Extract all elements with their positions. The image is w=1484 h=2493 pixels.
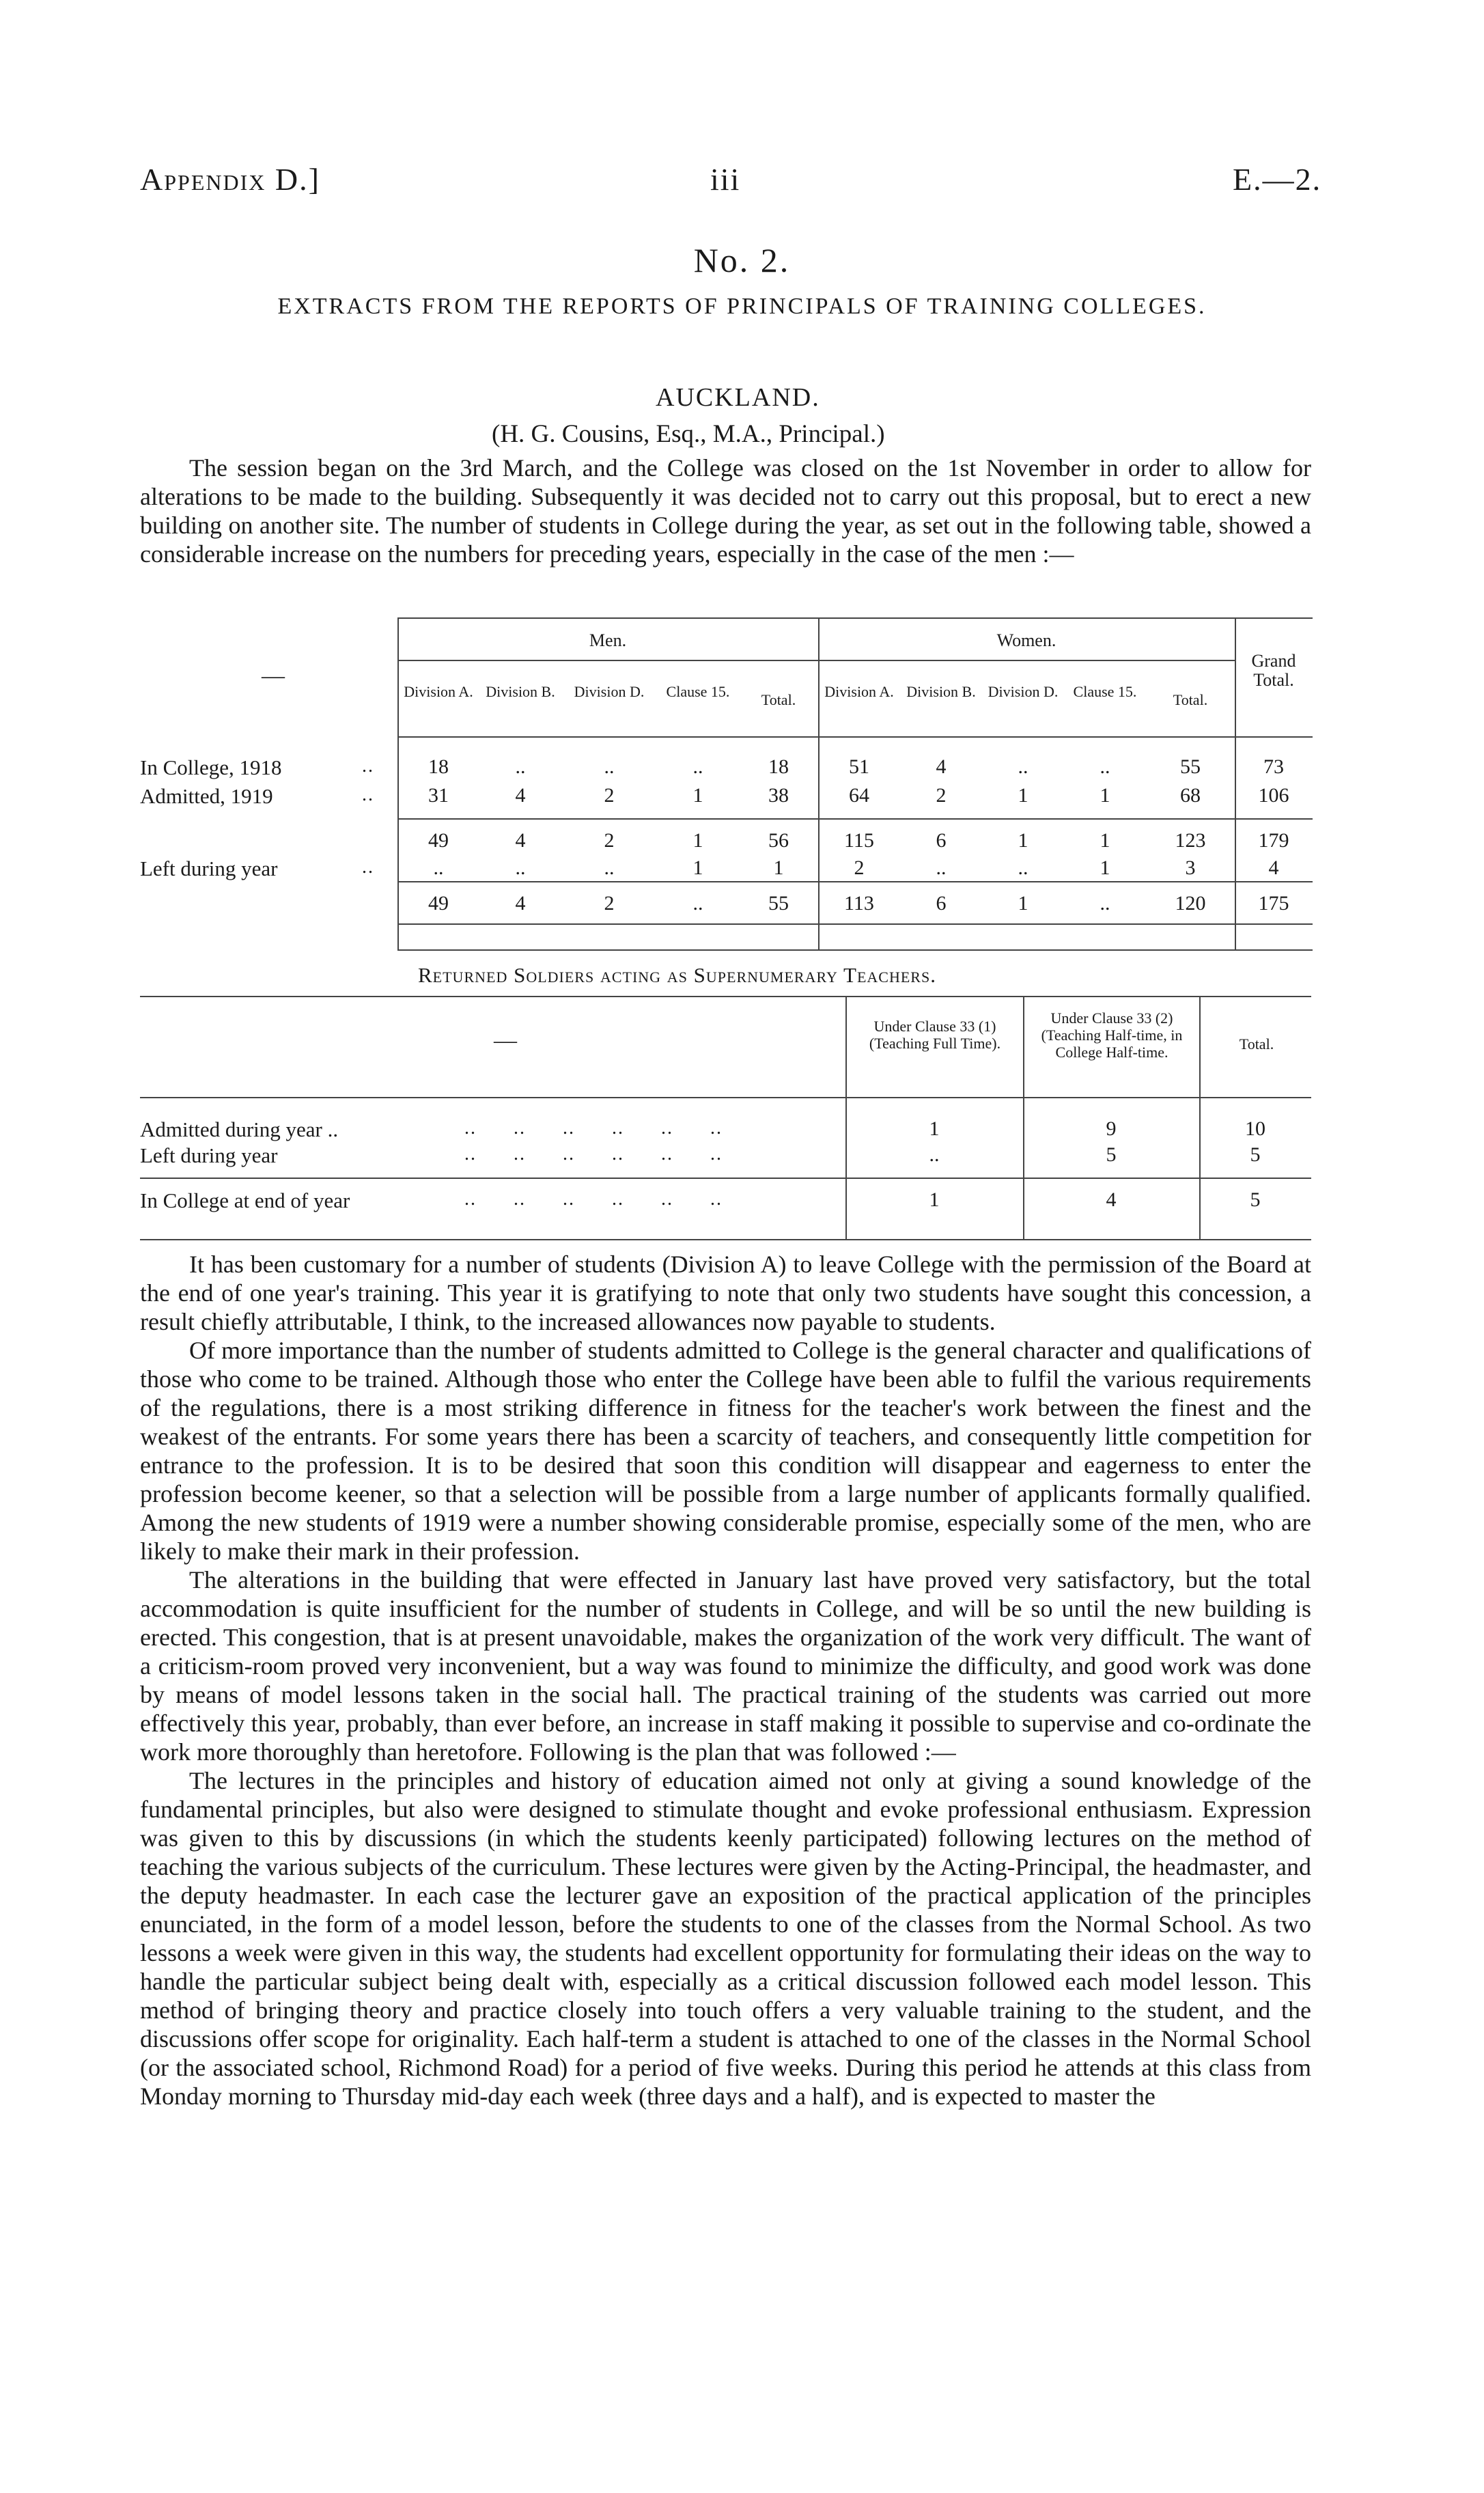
table-cell: ..	[515, 755, 526, 778]
paragraph: Of more importance than the number of students admitted to College is the general character and qualifications of those who come to be trained. Although those who enter the College have been able to fulfil the various requirements of the regulations, there is a most striking difference in fitness for the teacher's work between the finest and the weakest of the entrants. For some years there has been a scarcity of teachers, and consequently little competition for entrance to the profession. It is to be desired that soon this condition will disappear and eagerness to enter the profession become keener, so that a selection will be possible from a large number of applicants formally qualified. Among the new students of 1919 were a number showing considerable promise, especially some of the men, who are likely to make their mark in their profession.	[140, 1337, 1311, 1565]
table-cell: 1	[692, 784, 703, 807]
women-col-div-b: Division B.	[906, 683, 976, 700]
table-cell: 51	[849, 755, 869, 778]
leader-dots: ..	[362, 755, 374, 777]
table-cell: 2	[854, 856, 865, 879]
col-clause-33-2: Under Clause 33 (2) (Teaching Half-time, in College Half-time.	[1041, 1009, 1183, 1061]
table-cell: 2	[604, 892, 615, 915]
women-group-header: Women.	[996, 630, 1056, 650]
table-cell: 6	[936, 892, 947, 915]
table-cell: 1	[929, 1188, 940, 1211]
table-cell: 55	[768, 892, 789, 915]
table-cell: 73	[1263, 755, 1284, 778]
table-cell: ..	[1100, 755, 1110, 778]
table-cell: 56	[768, 829, 789, 852]
leader-dots: ..	[362, 784, 374, 805]
table-cell: 4	[1106, 1188, 1117, 1211]
table2-title: Returned Soldiers acting as Supernumerary Teachers.	[418, 963, 936, 987]
table-cell: 1	[1100, 856, 1110, 879]
row-label: In College, 1918	[140, 755, 282, 779]
table-cell: 68	[1180, 784, 1201, 807]
table-cell: 123	[1175, 829, 1206, 852]
paragraph: The lectures in the principles and history of education aimed not only at giving a sound knowledge of the fundamental principles, but also were designed to stimulate thought and evoke professional enthusiasm. Expression was given to this by discussions (in which the students keenly participated) following lectures on the method of teaching the various subjects of the curriculum. These lectures were given by the Acting-Principal, the headmaster, and the deputy headmaster. In each case the lecturer gave an exposition of the practical application of the principles enunciated, in the form of a model lesson, before the students to one of the classes from the Normal School. As two lessons a week were given in this way, the students had excellent opportunity for formulating their ideas on the way to handle the particular subject being dealt with, especially as a critical discussion followed each model lesson. This method of bringing theory and practice closely into touch offers a very valuable training to the student, and the discussions offer scope for originality. Each half-term a student is attached to one of the classes in the Normal School (or the associated school, Richmond Road) for a period of five weeks. During this period he attends at this class from Monday morning to Thursday mid-day each week (three days and a half), and is expected to master the	[140, 1767, 1311, 2110]
table-cell: 1	[1018, 829, 1028, 852]
number-title: No. 2.	[693, 241, 791, 279]
table-cell: 4	[515, 892, 526, 915]
table-cell: 10	[1245, 1117, 1265, 1140]
men-col-total: Total.	[761, 691, 796, 708]
women-col-div-d: Division D.	[988, 683, 1059, 700]
table-cell: 4	[1268, 856, 1279, 879]
page-number: iii	[710, 162, 741, 197]
table1-corner-dash: —	[262, 663, 285, 688]
table-cell: 4	[515, 784, 526, 807]
table-cell: 179	[1258, 829, 1289, 852]
table-cell: ..	[1018, 856, 1028, 879]
table-cell: 1	[1018, 892, 1028, 915]
row-label: Left during year	[140, 856, 278, 880]
table-cell: 18	[768, 755, 789, 778]
leader-dots: ..	[362, 856, 374, 878]
table-cell: 1	[692, 856, 703, 879]
table-cell: 120	[1175, 892, 1206, 915]
table-cell: 4	[936, 755, 947, 778]
table-cell: 1	[1100, 784, 1110, 807]
table-cell: 1	[929, 1117, 940, 1140]
row-label: Left during year	[140, 1143, 278, 1167]
table-cell: ..	[1018, 755, 1028, 778]
table-cell: 115	[844, 829, 874, 852]
table-cell: 3	[1185, 856, 1196, 879]
table-cell: 9	[1106, 1117, 1117, 1140]
women-col-clause: Clause 15.	[1073, 683, 1137, 700]
table-cell: 1	[1018, 784, 1028, 807]
men-col-clause: Clause 15.	[666, 683, 730, 700]
table-cell: 175	[1258, 892, 1289, 915]
table-cell: 5	[1250, 1188, 1261, 1211]
table-cell: ..	[692, 755, 703, 778]
row-label: In College at end of year	[140, 1188, 350, 1212]
men-col-div-b: Division B.	[486, 683, 555, 700]
table-cell: 55	[1180, 755, 1201, 778]
table2-corner-dash: —	[494, 1028, 517, 1053]
table-cell: 113	[844, 892, 874, 915]
leader-dots: .. .. .. .. .. ..	[464, 1117, 723, 1139]
table-cell: 1	[773, 856, 784, 879]
row-label: Admitted during year ..	[140, 1117, 339, 1141]
men-group-header: Men.	[589, 630, 627, 650]
men-col-div-d: Division D.	[574, 683, 645, 700]
women-col-total: Total.	[1173, 691, 1208, 708]
table-cell: ..	[433, 856, 444, 879]
women-col-div-a: Division A.	[824, 683, 894, 700]
table-cell: 31	[428, 784, 449, 807]
table-cell: 1	[692, 829, 703, 852]
section-title: AUCKLAND.	[656, 383, 820, 412]
header-ref: E.—2.	[1233, 162, 1322, 197]
col-total: Total.	[1239, 1035, 1274, 1053]
table-cell: 5	[1106, 1143, 1117, 1166]
leader-dots: .. .. .. .. .. ..	[464, 1188, 723, 1210]
grand-total-header: Grand Total.	[1251, 651, 1296, 690]
intro-paragraph: The session began on the 3rd March, and the College was closed on the 1st November in order to allow for alterations to be made to the building. Subsequently it was decided not to carry out this proposal, but to erect a new building on another site. The number of students in College during the year, as set out in the following table, showed a considerable increase on the numbers for preceding years, especially in the case of the men :—	[140, 454, 1311, 568]
table-cell: ..	[604, 755, 615, 778]
table-cell: ..	[936, 856, 947, 879]
table-cell: 6	[936, 829, 947, 852]
col-clause-33-1: Under Clause 33 (1) (Teaching Full Time).	[869, 1018, 1001, 1052]
body-text	[140, 1250, 1311, 2111]
table-cell: ..	[692, 892, 703, 915]
table-cell: 1	[1100, 829, 1110, 852]
table-cell: 2	[604, 829, 615, 852]
table-cell: ..	[515, 856, 526, 879]
table-cell: 18	[428, 755, 449, 778]
paragraph: The alterations in the building that were effected in January last have proved very satisfactory, but the total accommodation is quite insufficient for the number of students in College, and will be so until the new building is erected. This congestion, that is at present unavoidable, makes the organization of the work very difficult. The want of a criticism-room proved very inconvenient, but a way was found to minimize the difficulty, and good work was done by means of model lessons taken in the social hall. The practical training of the students was carried out more effectively this year, probably, than ever before, an increase in staff making it possible to supervise and co-ordinate the work more thoroughly than heretofore. Following is the plan that was followed :—	[140, 1566, 1311, 1766]
row-label: Admitted, 1919	[140, 784, 273, 808]
table-cell: 106	[1258, 784, 1289, 807]
principal-line: (H. G. Cousins, Esq., M.A., Principal.)	[492, 420, 885, 448]
table-cell: ..	[1100, 892, 1110, 915]
table-cell: 2	[936, 784, 947, 807]
table-cell: 38	[768, 784, 789, 807]
table-cell: ..	[604, 856, 615, 879]
men-col-div-a: Division A.	[404, 683, 473, 700]
table-cell: 4	[515, 829, 526, 852]
leader-dots: .. .. .. .. .. ..	[464, 1143, 723, 1165]
table-cell: 64	[849, 784, 869, 807]
main-title: EXTRACTS FROM THE REPORTS OF PRINCIPALS OF TRAINING COLLEGES.	[277, 294, 1207, 319]
header-appendix: Appendix D.]	[140, 162, 320, 197]
paragraph: It has been customary for a number of students (Division A) to leave College with the permission of the Board at the end of one year's training. This year it is gratifying to note that only two students have sought this concession, a result chiefly attributable, I think, to the increased allowances now payable to students.	[140, 1251, 1311, 1335]
table-cell: 5	[1250, 1143, 1261, 1166]
table-cell: ..	[929, 1143, 940, 1166]
table-cell: 2	[604, 784, 615, 807]
table-cell: 49	[428, 829, 449, 852]
table-cell: 49	[428, 892, 449, 915]
